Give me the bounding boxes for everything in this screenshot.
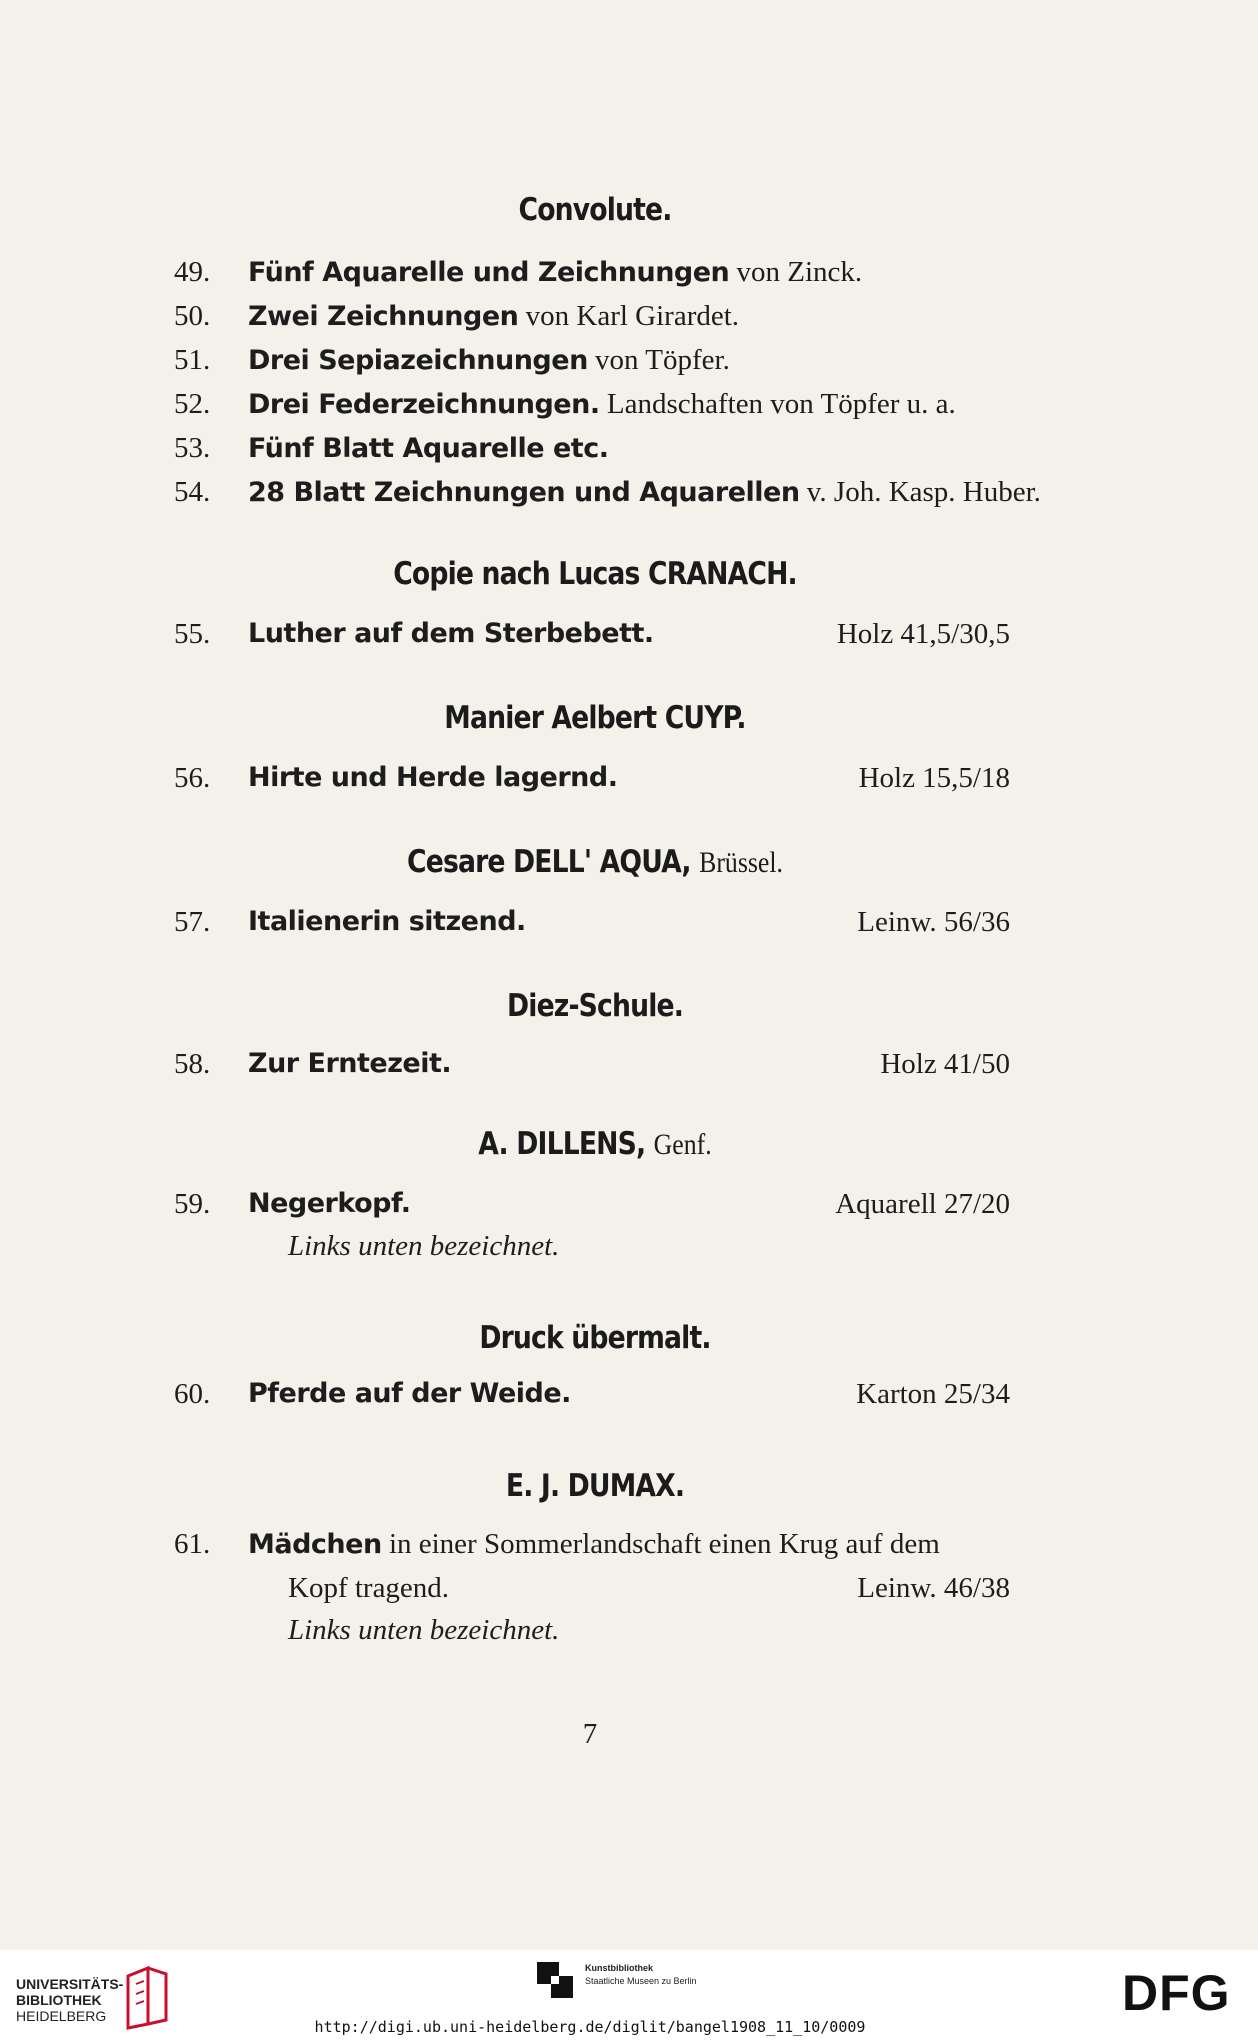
artist-name: A. DILLENS, bbox=[478, 1126, 646, 1162]
entry-medium-size: Leinw. 46/38 bbox=[857, 1572, 1010, 1604]
entry-number: 50. bbox=[174, 300, 211, 332]
catalog-entry bbox=[170, 614, 1010, 654]
entry-number: 59. bbox=[174, 1188, 211, 1220]
museum-name-line: Kunstbibliothek bbox=[585, 1963, 653, 1973]
artist-place: Brüssel. bbox=[699, 846, 783, 879]
entry-text bbox=[248, 384, 956, 425]
museum-name-line: Staatliche Museen zu Berlin bbox=[585, 1976, 697, 1986]
museum-logo-icon bbox=[537, 1958, 577, 2002]
entry-note: Links unten bezeichnet. bbox=[288, 1230, 560, 1262]
catalog-entry bbox=[170, 1374, 1010, 1414]
entry-number: 57. bbox=[174, 906, 211, 938]
museum-name bbox=[585, 1962, 697, 1988]
library-name-line: HEIDELBERG bbox=[16, 2008, 107, 2024]
entry-continuation bbox=[288, 1568, 1010, 1608]
catalog-entry bbox=[170, 758, 1010, 798]
entry-detail: Kopf tragend. bbox=[288, 1572, 450, 1604]
entry-text bbox=[248, 340, 730, 381]
entry-detail: Landschaften von Töpfer u. a. bbox=[606, 388, 956, 420]
section-heading-druck: Druck übermalt. bbox=[479, 1320, 711, 1356]
entry-title: Mädchen bbox=[248, 1529, 382, 1560]
catalog-entry bbox=[170, 1044, 1010, 1084]
entry-title: Zur Erntezeit. bbox=[248, 1048, 452, 1079]
page-number: 7 bbox=[582, 1718, 598, 1750]
entry-text bbox=[248, 252, 862, 293]
dfg-logo: DFG bbox=[1122, 1965, 1231, 2021]
entry-number: 61. bbox=[174, 1528, 211, 1560]
entry-detail: von Zinck. bbox=[736, 256, 863, 288]
entry-detail: v. Joh. Kasp. Huber. bbox=[806, 476, 1041, 508]
section-heading-convolute: Convolute. bbox=[518, 192, 672, 228]
entry-detail: von Karl Girardet. bbox=[525, 300, 740, 332]
entry-text bbox=[248, 1524, 940, 1565]
catalog-entry bbox=[170, 296, 1010, 336]
entry-medium-size: Holz 41/50 bbox=[880, 1048, 1010, 1080]
catalog-entry bbox=[170, 472, 1041, 512]
entry-number: 51. bbox=[174, 344, 211, 376]
entry-title: Drei Sepiazeichnungen bbox=[248, 345, 588, 376]
entry-number: 53. bbox=[174, 432, 211, 464]
entry-note: Links unten bezeichnet. bbox=[288, 1614, 560, 1646]
artist-place: Genf. bbox=[653, 1128, 712, 1161]
entry-title: Zwei Zeichnungen bbox=[248, 301, 519, 332]
entry-number: 60. bbox=[174, 1378, 211, 1410]
artist-name: Cesare DELL' AQUA, bbox=[407, 844, 691, 880]
entry-number: 52. bbox=[174, 388, 211, 420]
entry-medium-size: Karton 25/34 bbox=[856, 1378, 1010, 1410]
permalink-url[interactable]: http://digi.ub.uni-heidelberg.de/diglit/bangel1908_11_10/0009 bbox=[314, 2018, 866, 2036]
section-heading-cuyp: Manier Aelbert CUYP. bbox=[444, 700, 746, 736]
entry-detail: in einer Sommerlandschaft einen Krug auf dem bbox=[388, 1528, 940, 1560]
entry-title: Luther auf dem Sterbebett. bbox=[248, 618, 654, 649]
library-name-line: BIBLIOTHEK bbox=[16, 1992, 102, 2008]
entry-text bbox=[248, 428, 608, 469]
digitization-footer bbox=[0, 1950, 1258, 2043]
entry-title: Fünf Blatt Aquarelle etc. bbox=[248, 433, 609, 464]
section-heading-diez: Diez-Schule. bbox=[507, 988, 683, 1024]
entry-number: 58. bbox=[174, 1048, 211, 1080]
section-heading-dillens bbox=[221, 1126, 969, 1162]
entry-medium-size: Leinw. 56/36 bbox=[857, 906, 1010, 938]
catalog-entry bbox=[170, 340, 1010, 380]
entry-medium-size: Aquarell 27/20 bbox=[835, 1188, 1010, 1220]
entry-title: Pferde auf der Weide. bbox=[248, 1378, 571, 1409]
entry-title: Hirte und Herde lagernd. bbox=[248, 762, 618, 793]
entry-title: 28 Blatt Zeichnungen und Aquarellen bbox=[248, 477, 800, 508]
catalog-entry bbox=[170, 384, 1010, 424]
entry-number: 56. bbox=[174, 762, 211, 794]
library-name-line: UNIVERSITÄTS- bbox=[16, 1976, 124, 1992]
catalog-entry bbox=[170, 1524, 1010, 1564]
catalog-entry bbox=[170, 252, 1010, 292]
entry-medium-size: Holz 15,5/18 bbox=[858, 762, 1010, 794]
entry-title: Negerkopf. bbox=[248, 1188, 411, 1219]
entry-text bbox=[248, 296, 739, 337]
catalog-entry bbox=[170, 902, 1010, 942]
entry-number: 55. bbox=[174, 618, 211, 650]
entry-title: Italienerin sitzend. bbox=[248, 906, 526, 937]
entry-detail: von Töpfer. bbox=[595, 344, 730, 376]
library-name bbox=[16, 1976, 123, 2024]
entry-title: Fünf Aquarelle und Zeichnungen bbox=[248, 257, 730, 288]
entry-title: Drei Federzeichnungen. bbox=[248, 389, 600, 420]
section-heading-dellaqua bbox=[221, 844, 969, 880]
entry-medium-size: Holz 41,5/30,5 bbox=[836, 618, 1010, 650]
section-heading-dumax: E. J. DUMAX. bbox=[505, 1468, 685, 1504]
catalog-entry bbox=[170, 428, 1010, 468]
entry-number: 49. bbox=[174, 256, 211, 288]
catalog-entry bbox=[170, 1184, 1010, 1224]
entry-number: 54. bbox=[174, 476, 211, 508]
entry-text bbox=[248, 472, 1041, 513]
section-heading-cranach: Copie nach Lucas CRANACH. bbox=[393, 556, 797, 592]
